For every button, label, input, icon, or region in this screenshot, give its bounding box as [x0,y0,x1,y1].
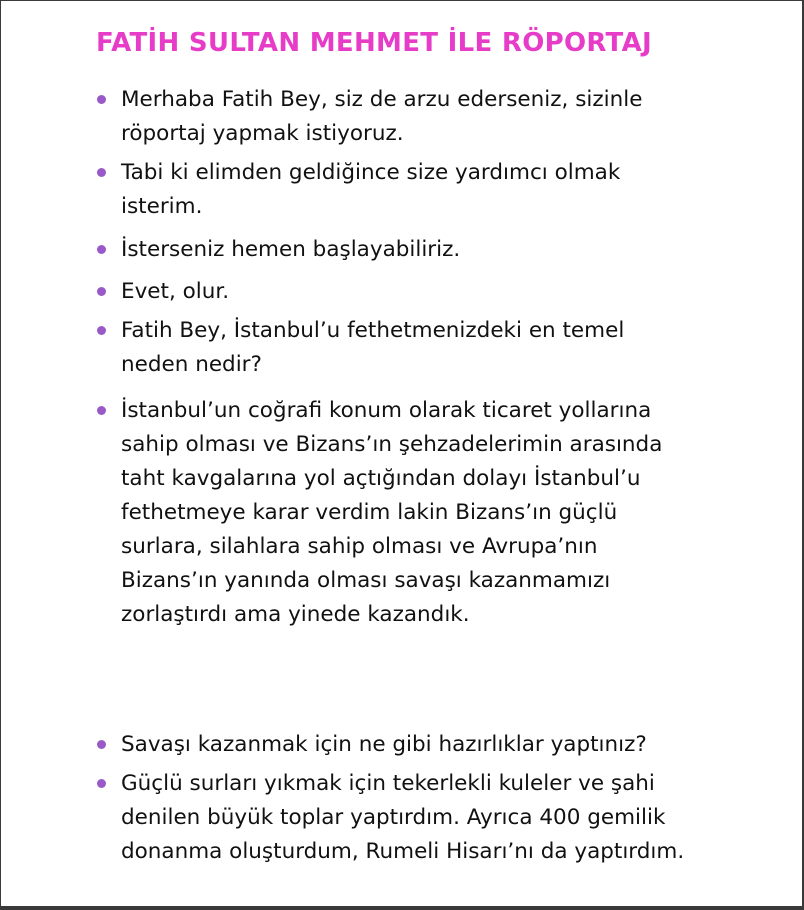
bullet-icon [97,779,106,788]
item-text-line: Fatih Bey, İstanbul’u fethetmenizdeki en temel [121,318,625,343]
bullet-icon [97,406,106,415]
item-text-line: Güçlü surları yıkmak için tekerlekli kuleler ve şahi [121,771,655,796]
item-text-line: neden nedir? [121,352,262,377]
bullet-icon [97,740,106,749]
list-item [97,767,684,869]
bullet-icon [97,245,106,254]
list-item [97,314,624,382]
list-item [97,83,642,151]
list-item [97,156,620,224]
list-item [97,233,460,267]
bullet-icon [97,287,106,296]
item-text-line: zorlaştırdı ama yinede kazandık. [121,602,470,627]
list-item [97,275,229,309]
item-text-line: sahip olması ve Bizans’ın şehzadelerimin arasında [121,432,663,457]
item-text-line: fethetmeye karar verdim lakin Bizans’ın güçlü [121,500,618,525]
item-text-line: röportaj yapmak istiyoruz. [121,121,404,146]
page-title: FATİH SULTAN MEHMET İLE RÖPORTAJ [96,28,652,58]
item-text-line: isterim. [121,194,203,219]
bullet-icon [97,95,106,104]
bullet-icon [97,168,106,177]
item-text-line: Bizans’ın yanında olması savaşı kazanmamızı [121,568,611,593]
item-text-line: Savaşı kazanmak için ne gibi hazırlıklar yaptınız? [121,732,647,757]
bullet-icon [97,326,106,335]
item-text-line: denilen büyük toplar yaptırdım. Ayrıca 400 gemilik [121,805,666,830]
item-text-line: İsterseniz hemen başlayabiliriz. [121,237,461,262]
item-text-line: donanma oluşturdum, Rumeli Hisarı’nı da yaptırdım. [121,839,685,864]
item-text-line: surlara, silahlara sahip olması ve Avrupa’nın [121,534,598,559]
list-item [97,728,647,762]
item-text-line: Merhaba Fatih Bey, siz de arzu ederseniz, sizinle [121,87,643,112]
item-text-line: Tabi ki elimden geldiğince size yardımcı olmak [121,160,621,185]
item-text-line: taht kavgalarına yol açtığından dolayı İstanbul’u [121,466,641,491]
list-item [97,394,662,632]
item-text-line: İstanbul’un coğrafi konum olarak ticaret yollarına [121,398,652,423]
item-text-line: Evet, olur. [121,279,230,304]
